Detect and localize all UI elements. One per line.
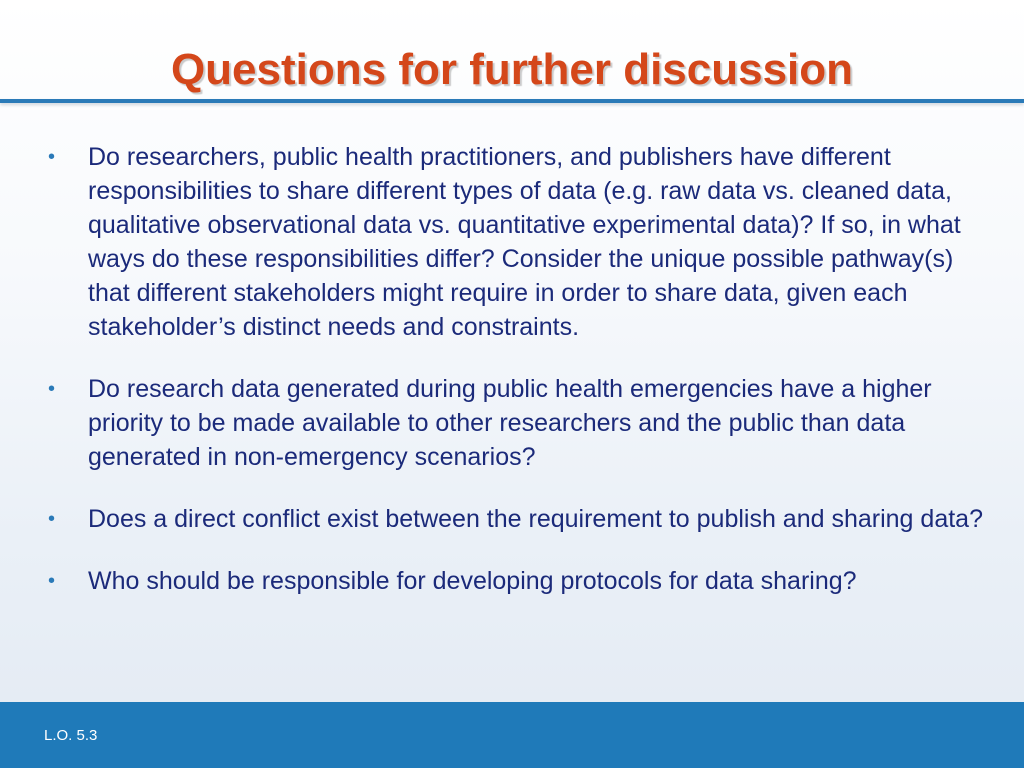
footer-bar (0, 702, 1024, 768)
bullet-item-protocol-responsibility (48, 564, 988, 598)
bullet-text: Do research data generated during public health emergencies have a higher priority to be made available to other researchers and the public than data generated in non-emergency scenarios? (88, 375, 932, 471)
bullet-marker: • (48, 570, 56, 592)
title-divider (0, 99, 1024, 103)
bullet-list (48, 140, 988, 598)
bullet-text: Who should be responsible for developing protocols for data sharing? (88, 567, 857, 595)
bullet-marker: • (48, 378, 56, 400)
bullet-marker: • (48, 508, 56, 530)
slide-title: Questions for further discussion (170, 45, 854, 94)
bullet-item-publish-conflict (48, 502, 988, 536)
bullet-text: Does a direct conflict exist between the requirement to publish and sharing data? (88, 505, 983, 533)
learning-objective-label: L.O. 5.3 (44, 727, 98, 744)
bullet-marker: • (48, 146, 56, 168)
bullet-text: Do researchers, public health practitioners, and publishers have different responsibilities to share different types of data (e.g. raw data vs. cleaned data, qualitative observational data vs. quantitative experimental data)? If so, in what ways do these responsibilities differ? Consider the unique possible pathway(s) that different stakeholders might require in order to share data, given each stakeholder’s distinct needs and constraints. (88, 143, 961, 341)
bullet-item-emergency-priority (48, 372, 988, 474)
bullet-item-data-responsibilities (48, 140, 988, 344)
